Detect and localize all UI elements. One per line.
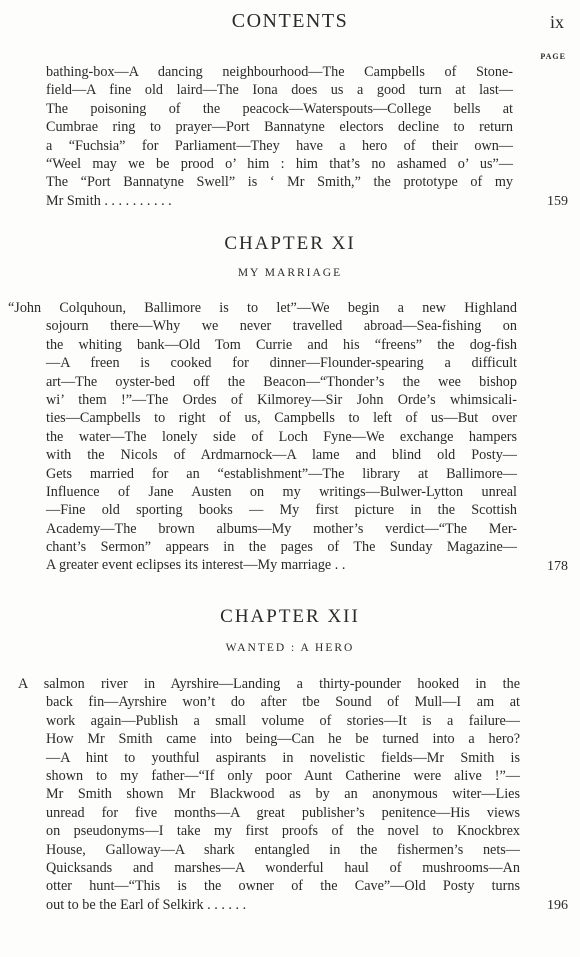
entry-text <box>8 299 517 575</box>
entry-line: —Fine old sporting books — My first picture in the Scottish <box>46 502 517 519</box>
contents-entry <box>0 675 580 914</box>
entry-line: Cumbrae ring to prayer—Port Bannatyne electors decline to return <box>46 119 513 136</box>
entry-line: Quicksands and marshes—A wonderful haul of mushrooms—An <box>46 859 520 876</box>
entry-line: A salmon river in Ayrshire—Landing a thirty-pounder hooked in the <box>18 676 520 692</box>
entry-line: sojourn there—Why we never travelled abroad—Sea-fishing on <box>46 318 517 335</box>
page-number: 196 <box>547 898 568 914</box>
entry-line: A greater event eclipses its interest—My marriage . . <box>46 557 346 574</box>
entry-line: back fin—Ayrshire won’t do after tbe Sound of Mull—I am at <box>46 694 520 711</box>
entry-line: How Mr Smith came into being—Can he be turned into a hero? <box>46 731 520 748</box>
entry-line: on pseudonyms—I take my first proofs of the novel to Knockbrex <box>46 823 520 840</box>
entry-line: with the Nicols of Ardmarnock—A lame and blind old Posty— <box>46 447 517 464</box>
entry-line: Mr Smith . . . . . . . . . . <box>46 192 172 209</box>
entry-line: —A freen is cooked for dinner—Flounder-spearing a difficult <box>46 355 517 372</box>
entry-line: field—A fine old laird—The Iona does us a good turn at last— <box>46 82 513 99</box>
page-column-label: PAGE <box>540 52 566 61</box>
entry-line: —A hint to youthful aspirants in novelistic fields—Mr Smith is <box>46 749 520 766</box>
entry-line: Gets married for an “establishment”—The library at Ballimore— <box>46 465 517 482</box>
entry-line: bathing-box—A dancing neighbourhood—The Campbells of Stone- <box>46 64 513 80</box>
entry-line: Mr Smith shown Mr Blackwood as by an anonymous witer—Lies <box>46 786 520 803</box>
entry-line: “Weel may we be prood o’ him : him that’s no ashamed o’ us”— <box>46 155 513 172</box>
entry-line: chant’s Sermon” appears in the pages of The Sunday Magazine— <box>46 539 517 556</box>
entry-line: the water—The lonely side of Loch Fyne—We exchange hampers <box>46 428 517 445</box>
entry-text <box>20 675 520 914</box>
contents-entry <box>0 299 580 575</box>
chapter-xii-heading-block <box>0 606 580 654</box>
entry-line: Academy—The brown albums—My mother’s verdict—“The Mer- <box>46 520 517 537</box>
entry-line: the whiting bank—Old Tom Currie and his “freens” the dog-fish <box>46 336 517 353</box>
entry-line: House, Galloway—A shark entangled in the fishermen’s nets— <box>46 841 520 858</box>
chapter-subheading: WANTED : A HERO <box>225 642 355 654</box>
chapter-heading: CHAPTER XI <box>224 233 356 254</box>
entry-line: The poisoning of the peacock—Waterspouts—College bells at <box>46 100 513 117</box>
entry-line: unread for five months—A great publisher’s penitence—His views <box>46 804 520 821</box>
entry-text <box>46 63 513 210</box>
entry-line: work again—Publish a small volume of stories—It is a failure— <box>46 712 520 729</box>
entry-line: ties—Campbells to right of us, Campbells to left of us—But over <box>46 410 517 427</box>
chapter-xi-heading-block <box>0 233 580 279</box>
page-number: 159 <box>547 194 568 210</box>
entry-line: “John Colquhoun, Ballimore is to let”—We begin a new Highland <box>8 300 517 316</box>
page-title: CONTENTS <box>231 10 349 32</box>
chapter-subheading: MY MARRIAGE <box>237 267 343 279</box>
entry-line: shown to my father—“If only poor Aunt Catherine were alive !”— <box>46 767 520 784</box>
entry-line: wi’ them !”—The Ordes of Kilmorey—Sir John Orde’s whimsicali- <box>46 391 517 408</box>
entry-line: art—The oyster-bed off the Beacon—“Thonder’s the wee bishop <box>46 373 517 390</box>
entry-line: a “Fuchsia” for Parliament—They have a hero of their own— <box>46 137 513 154</box>
entry-line: otter hunt—“This is the owner of the Cave”—Old Posty turns <box>46 878 520 895</box>
entry-line: The “Port Bannatyne Swell” is ‘ Mr Smith,” the prototype of my <box>46 174 513 191</box>
contents-entry-continued <box>0 63 580 210</box>
entry-line: out to be the Earl of Selkirk . . . . . . <box>46 896 247 913</box>
running-head <box>0 10 580 40</box>
chapter-heading: CHAPTER XII <box>220 606 360 627</box>
entry-line: Influence of Jane Austen on my writings—Bulwer-Lytton unreal <box>46 483 517 500</box>
page-number: 178 <box>547 558 568 574</box>
folio-number: ix <box>549 12 564 32</box>
